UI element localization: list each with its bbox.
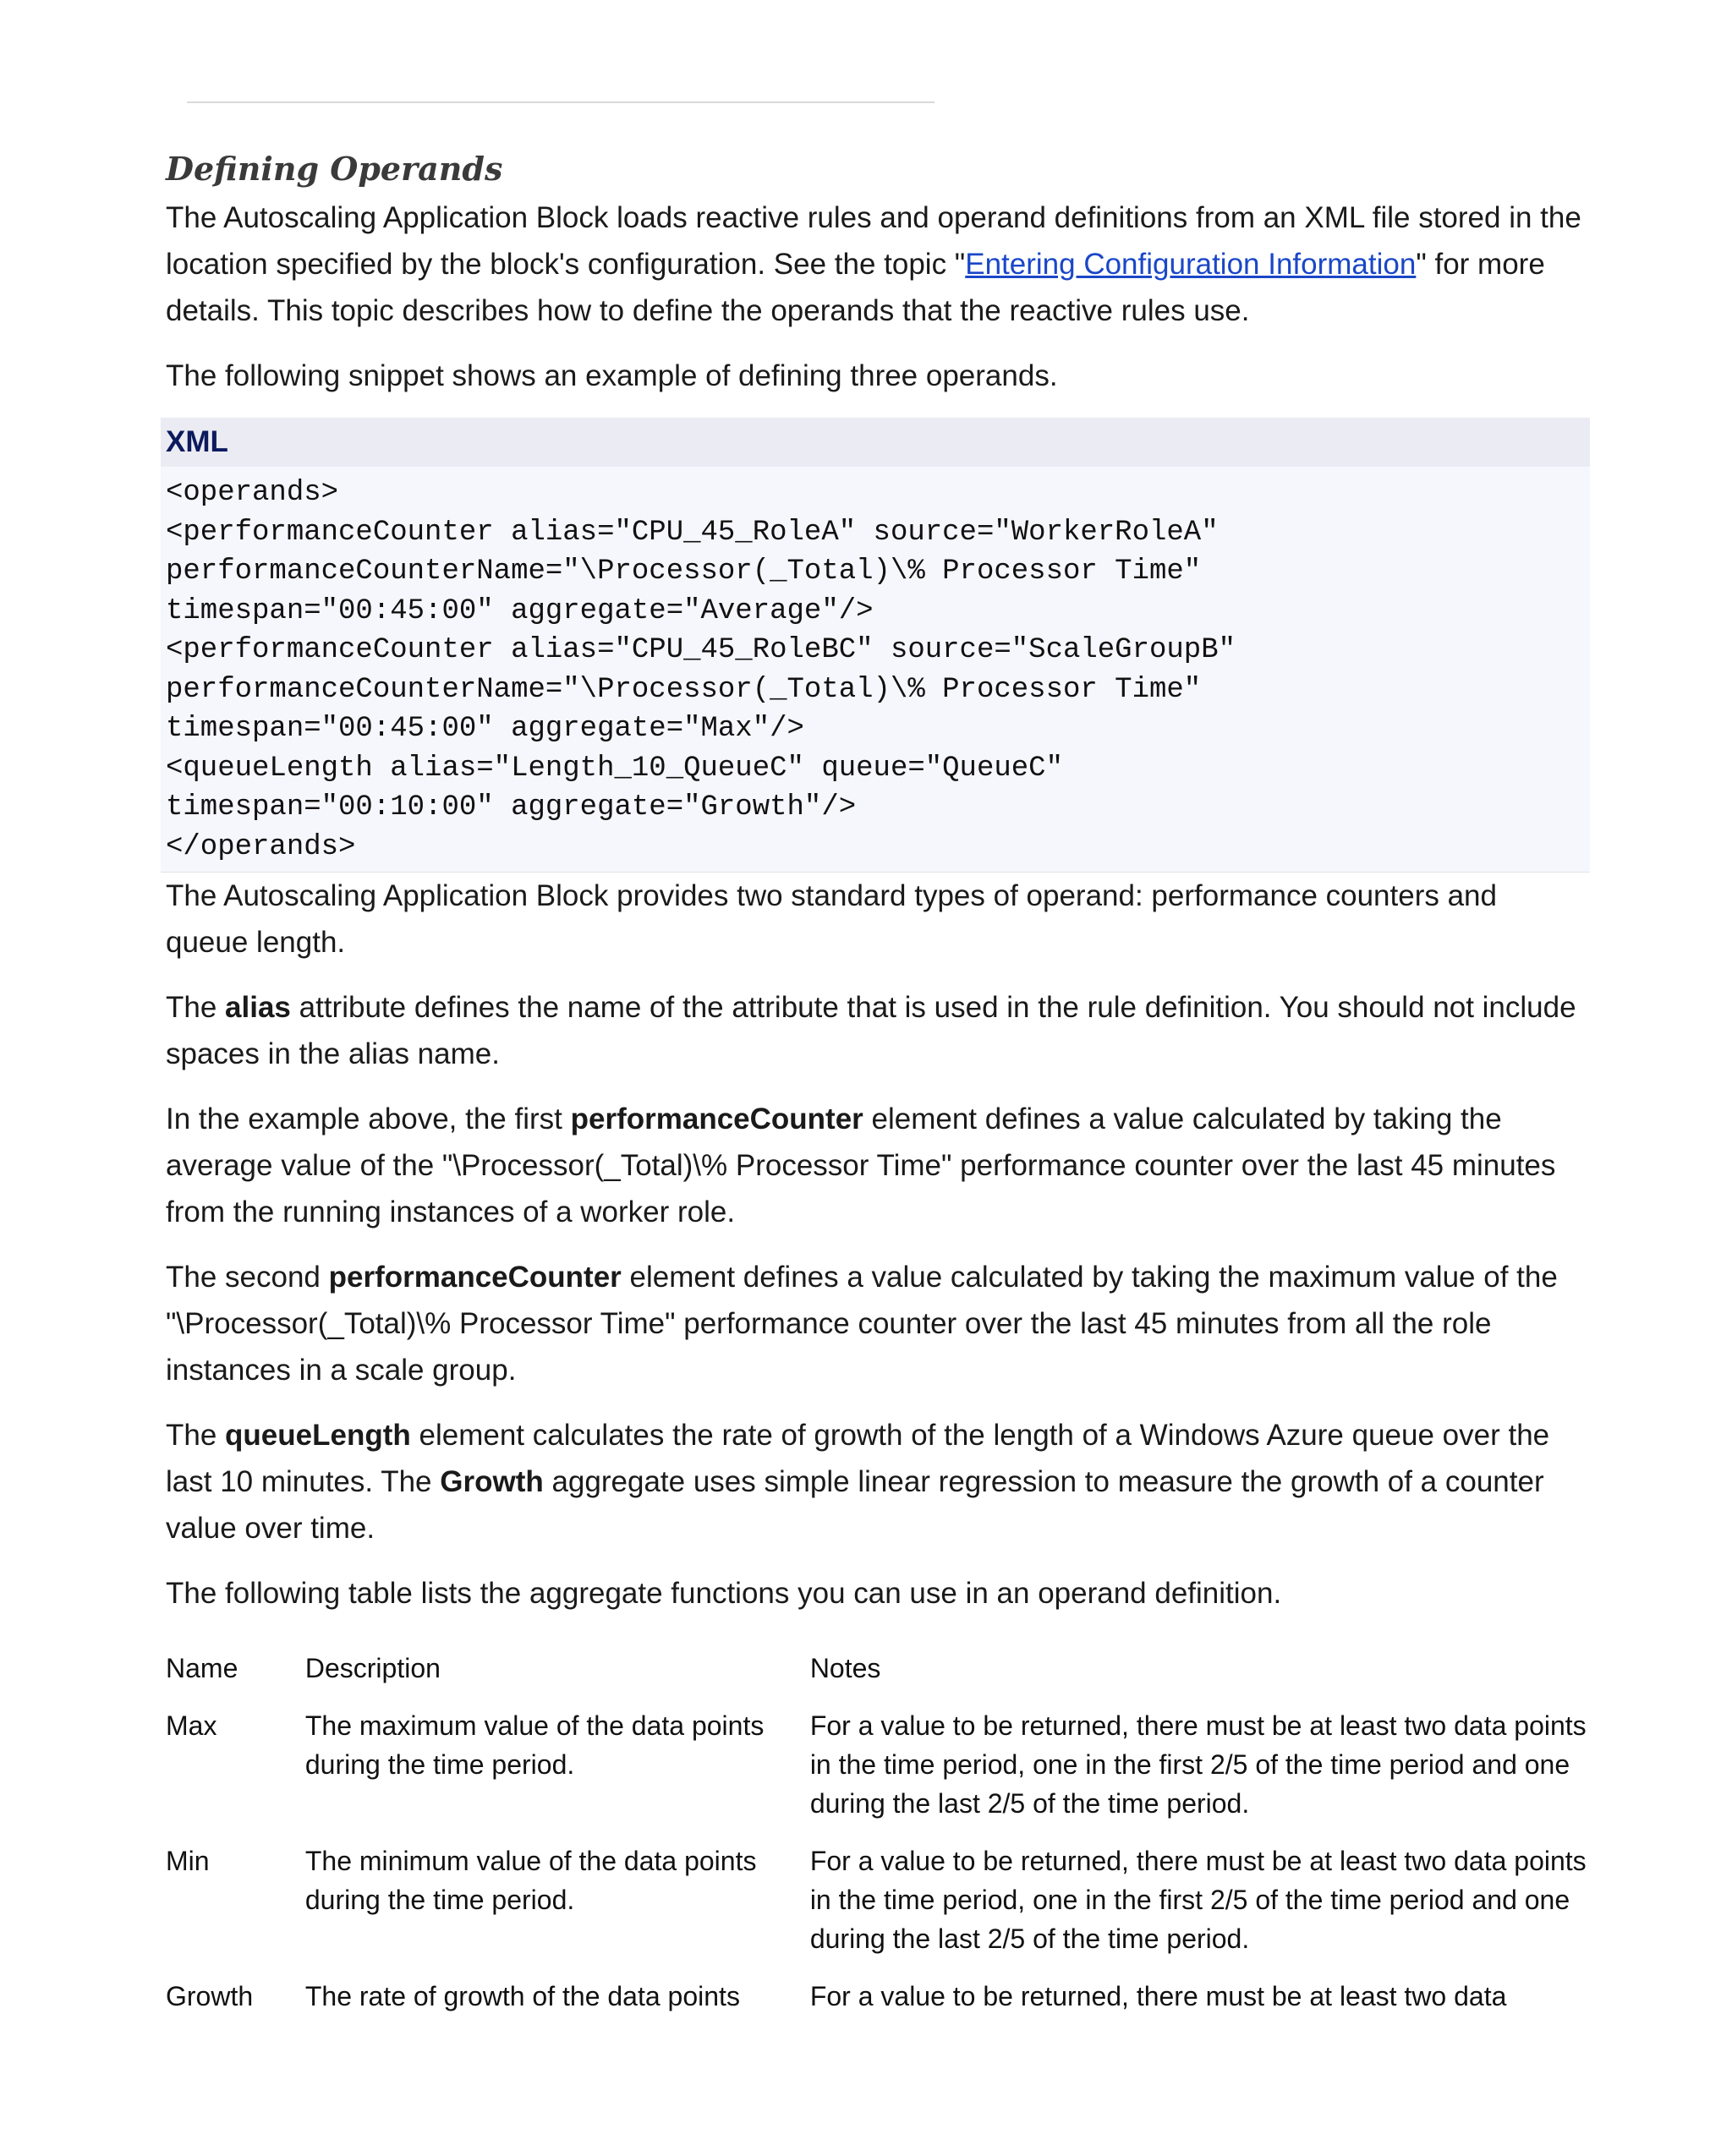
- table-row: [166, 1706, 1587, 1841]
- code-line: performanceCounterName="\Processor(_Total)\% Processor Time": [166, 555, 1202, 588]
- bold-term: performanceCounter: [570, 1103, 863, 1135]
- intro-paragraph: [166, 194, 1587, 334]
- text-run: The: [166, 991, 226, 1024]
- header-divider: [187, 101, 935, 103]
- bold-term: performanceCounter: [328, 1261, 622, 1294]
- snippet-intro: The following snippet shows an example of defining three operands.: [166, 359, 1058, 392]
- code-line: timespan="00:10:00" aggregate="Growth"/>: [166, 791, 857, 824]
- cell-name: Growth: [166, 1981, 254, 2011]
- cell-description: The minimum value of the data points during the time period.: [304, 1846, 757, 1915]
- text-run: element calculates the rate of growth of the length of a Windows Azure queue over the last 10 minutes. The: [166, 1419, 1550, 1498]
- second-counter-paragraph: [166, 1254, 1587, 1393]
- code-line: <performanceCounter alias="CPU_45_RoleA" source="WorkerRoleA": [166, 516, 1219, 549]
- first-counter-paragraph: [166, 1096, 1587, 1235]
- code-line: <operands>: [166, 477, 339, 509]
- code-language-label: XML: [161, 418, 1590, 467]
- alias-paragraph: [166, 984, 1587, 1077]
- cell-description: The rate of growth of the data points: [304, 1981, 740, 2011]
- cell-description: The maximum value of the data points during the time period.: [304, 1710, 765, 1780]
- cell-notes: For a value to be returned, there must be at least two data: [809, 1981, 1507, 2011]
- cell-name: Max: [166, 1710, 217, 1741]
- aggregate-functions-table: [166, 1649, 1587, 2034]
- column-header-description: Description: [304, 1653, 441, 1683]
- code-line: timespan="00:45:00" aggregate="Max"/>: [166, 713, 804, 745]
- operand-types-paragraph: The Autoscaling Application Block provides two standard types of operand: performance counters and queue length.: [166, 879, 1497, 959]
- text-run: The: [166, 1419, 226, 1452]
- code-line: timespan="00:45:00" aggregate="Average"/>: [166, 594, 874, 627]
- bold-term: queueLength: [225, 1419, 411, 1452]
- column-header-notes: Notes: [809, 1653, 881, 1683]
- entering-configuration-link[interactable]: Entering Configuration Information: [965, 248, 1417, 281]
- queue-length-paragraph: [166, 1412, 1587, 1551]
- code-line: </operands>: [166, 830, 356, 863]
- section-title: Defining Operands: [166, 150, 503, 188]
- intro-text-after-link: " for more details. This topic describes how to define the operands that the reactive rules use.: [166, 248, 1545, 327]
- document-body: [166, 144, 1587, 2034]
- code-line: <queueLength alias="Length_10_QueueC" queue="QueueC": [166, 752, 1063, 785]
- code-line: performanceCounterName="\Processor(_Total)\% Processor Time": [166, 673, 1202, 706]
- table-row: [166, 1841, 1587, 1977]
- text-run: element defines a value calculated by taking the maximum value of the "\Processor(_Total)\% Processor Time" performance counter over the last 45 minutes from all the role instances in a scale group.: [166, 1261, 1558, 1387]
- intro-text-before-link: The Autoscaling Application Block loads reactive rules and operand definitions from an XML file stored in the location specified by the block's configuration. See the topic ": [166, 201, 1581, 281]
- table-header-row: [166, 1649, 1587, 1706]
- cell-name: Min: [166, 1846, 210, 1876]
- cell-notes: For a value to be returned, there must be at least two data points in the time period, one in the first 2/5 of the time period and one during the last 2/5 of the time period.: [809, 1846, 1587, 1954]
- text-run: aggregate uses simple linear regression to measure the growth of a counter value over time.: [166, 1465, 1544, 1545]
- text-run: In the example above, the first: [166, 1103, 571, 1135]
- table-row: [166, 1977, 1587, 2034]
- code-body[interactable]: [161, 467, 1590, 872]
- bold-term: alias: [225, 991, 291, 1024]
- text-run: element defines a value calculated by taking the average value of the "\Processor(_Total)\% Processor Time" performance counter over the last 45 minutes from the running instances of a worker role.: [166, 1103, 1556, 1228]
- code-line: <performanceCounter alias="CPU_45_RoleBC" source="ScaleGroupB": [166, 634, 1236, 666]
- code-snippet: [161, 418, 1590, 873]
- cell-notes: For a value to be returned, there must be at least two data points in the time period, one in the first 2/5 of the time period and one during the last 2/5 of the time period.: [809, 1710, 1587, 1819]
- text-run: The second: [166, 1261, 329, 1294]
- table-intro-paragraph: The following table lists the aggregate functions you can use in an operand definition.: [166, 1577, 1282, 1610]
- text-run: attribute defines the name of the attribute that is used in the rule definition. You should not include spaces in the alias name.: [166, 991, 1576, 1070]
- bold-term: Growth: [440, 1465, 544, 1498]
- column-header-name: Name: [166, 1653, 238, 1683]
